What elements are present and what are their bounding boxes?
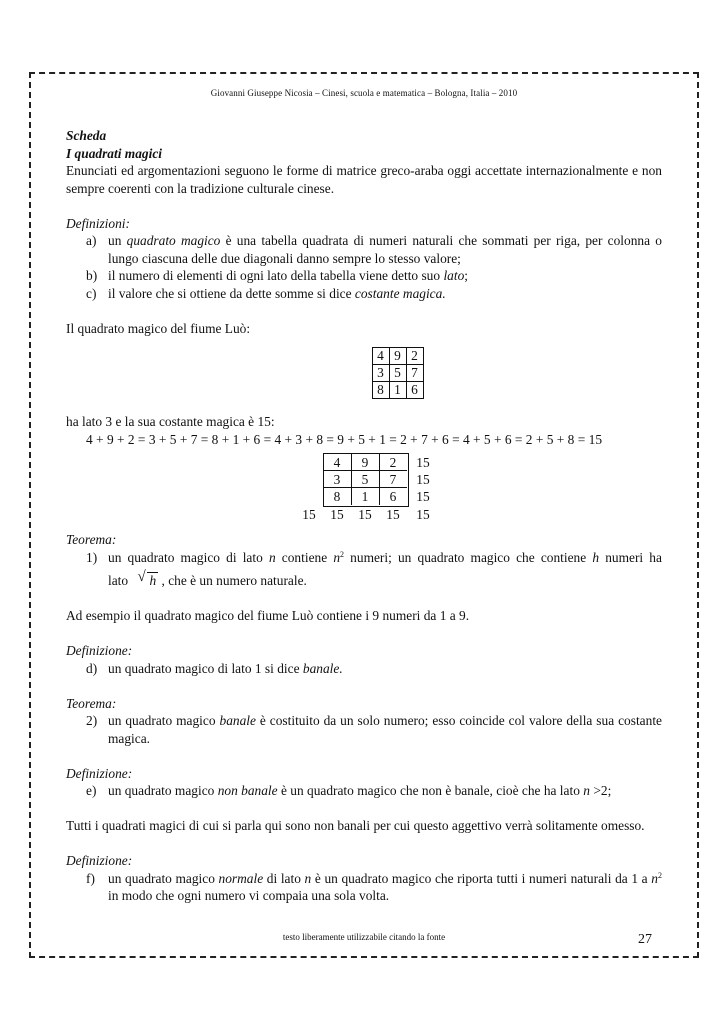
intro-paragraph: Enunciati ed argomentazioni seguono le forme di matrice greco-araba oggi accettate internazionalmente e non sempre coerenti con la tradizione culturale cinese. — [66, 163, 662, 196]
magic-square-with-sums — [66, 453, 662, 525]
row-sum: 15 — [416, 472, 430, 487]
page-footer: testo liberamente utilizzabile citando la fonte — [282, 932, 446, 942]
column-sum: 15 — [386, 507, 400, 522]
definition-e-heading: Definizione: — [66, 765, 133, 781]
definition-c: c) il valore che si ottiene da dette somme si dice costante magica. — [86, 285, 446, 301]
example-paragraph: Ad esempio il quadrato magico del fiume Luò contiene i 9 numeri da 1 a 9. — [66, 608, 470, 623]
definition-e: e) un quadrato magico non banale è un quadrato magico che non è banale, cioè che ha lato n >2; — [86, 783, 612, 798]
magic-square-cell: 4 — [333, 455, 341, 470]
definition-b: b) il numero di elementi di ogni lato della tabella viene detto suo lato; — [86, 268, 469, 283]
magic-square-luo — [133, 347, 662, 399]
column-sum: 15 — [302, 507, 316, 522]
theorem-2: 2) un quadrato magico banale è costituito da un solo numero; esso coincide col valore della sua costante magica. — [86, 713, 662, 746]
magic-square-cell: 1 — [389, 382, 406, 399]
magic-square-cell: 7 — [406, 365, 423, 382]
magic-square-cell: 1 — [361, 489, 369, 504]
definition-f-heading: Definizione: — [66, 853, 133, 868]
magic-square-cell: 8 — [372, 382, 389, 399]
row-sum: 15 — [416, 489, 430, 504]
column-sum: 15 — [416, 507, 430, 522]
definition-f: f) un quadrato magico normale di lato n è un quadrato magico che riporta tutti i numeri naturali da 1 a $n^2$ in modo che ogni numero vi compaia una sola volta. — [86, 870, 662, 903]
definition-a: a) un quadrato magico è una tabella quadrata di numeri naturali che sommati per riga, per colonna o lungo ciascuna delle due diagonali danno sempre lo stesso valore; — [86, 233, 662, 266]
column-sum: 15 — [330, 507, 344, 522]
magic-square-cell: 3 — [333, 472, 341, 487]
section-label: Scheda — [66, 128, 107, 143]
magic-square-cell: 6 — [389, 489, 397, 504]
non-trivial-note: Tutti i quadrati magici di cui si parla qui sono non banali per cui questo aggettivo verrà solitamente omesso. — [66, 818, 645, 833]
row-sum: 15 — [416, 455, 430, 470]
column-sum: 15 — [358, 507, 372, 522]
magic-square-cell: 2 — [406, 348, 423, 365]
side-constant-line: ha lato 3 e la sua costante magica è 15: — [66, 414, 275, 429]
magic-square-row — [372, 365, 423, 382]
magic-square-cell: 3 — [372, 365, 389, 382]
sums-line: 4 + 9 + 2 = 3 + 5 + 7 = 8 + 1 + 6 = 4 + 3 + 8 = 9 + 5 + 1 = 2 + 7 + 6 = 4 + 5 + 6 = 2 + 5 + 8 = 15 — [86, 431, 603, 447]
section-title: I quadrati magici — [66, 145, 162, 161]
luo-intro: Il quadrato magico del fiume Luò: — [66, 320, 251, 336]
magic-square-cell: 8 — [333, 489, 341, 504]
magic-square-cell: 9 — [389, 348, 406, 365]
magic-square-cell: 5 — [361, 472, 369, 487]
magic-square-cell: 7 — [389, 472, 397, 487]
running-header: Giovanni Giuseppe Nicosia – Cinesi, scuola e matematica – Bologna, Italia – 2010 — [210, 88, 518, 98]
page-number: 27 — [638, 932, 652, 947]
document-body — [66, 127, 662, 905]
magic-square-cell: 2 — [389, 455, 397, 470]
magic-square-cell: 9 — [361, 455, 369, 470]
magic-square-row — [372, 382, 423, 399]
magic-square-row — [372, 348, 423, 365]
magic-square-cell: 4 — [372, 348, 389, 365]
magic-square-cell: 6 — [406, 382, 423, 399]
theorem-1-heading: Teorema: — [66, 532, 117, 547]
definition-d-heading: Definizione: — [66, 643, 133, 658]
definition-d: d) un quadrato magico di lato 1 si dice banale. — [86, 660, 343, 676]
magic-square-cell: 5 — [389, 365, 406, 382]
theorem-1: 1) un quadrato magico di lato n contiene $n^2$ numeri; un quadrato magico che contiene h numeri ha lato √ h , che è un numero naturale. — [86, 549, 662, 588]
theorem-2-heading: Teorema: — [66, 695, 117, 711]
definitions-heading: Definizioni: — [66, 215, 130, 231]
square-root: √ h — [137, 569, 157, 588]
